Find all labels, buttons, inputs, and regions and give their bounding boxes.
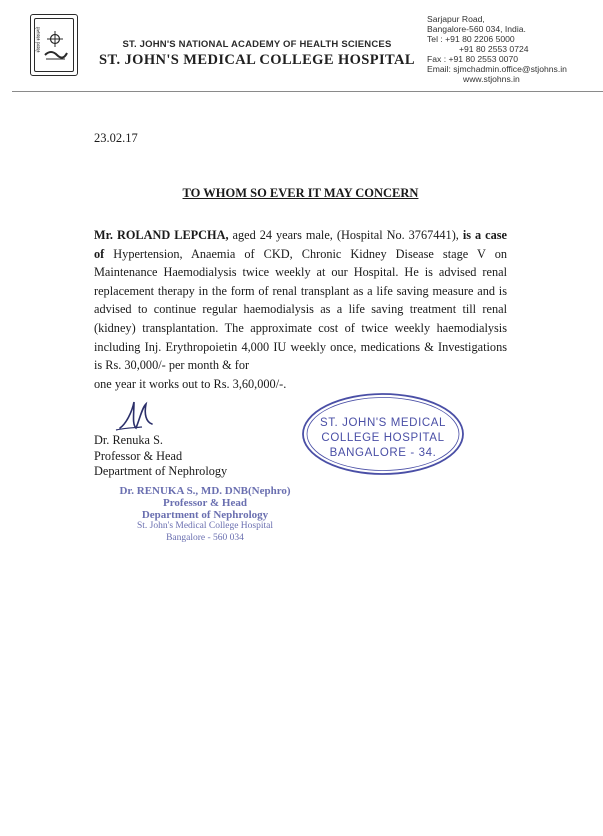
hospital-stamp-line-3: BANGALORE - 34. — [329, 447, 437, 459]
hospital-stamp-line-2: COLLEGE HOSPITAL — [321, 432, 445, 444]
address-line-1: Sarjapur Road, — [427, 14, 485, 24]
signatory-title: Professor & Head — [94, 448, 183, 463]
cost-summary: one year it works out to Rs. 3,60,000/-. — [94, 376, 287, 391]
case-of-text: is a case of — [94, 228, 507, 261]
website: www.stjohns.in — [463, 74, 520, 84]
hospital-logo — [30, 14, 78, 76]
doctor-stamp-department: Department of Nephrology — [141, 508, 269, 521]
hospital-stamp — [299, 416, 467, 461]
letter-date: 23.02.17 — [94, 131, 138, 145]
signatory-department: Department of Nephrology — [94, 464, 228, 478]
letter-subject: TO WHOM SO EVER IT MAY CONCERN — [182, 186, 419, 200]
signatory-block — [94, 433, 227, 480]
doctor-stamp-hospital: St. John's Medical College Hospital — [136, 521, 274, 532]
patient-details: aged 24 years male, (Hospital No. 3767441), — [228, 228, 463, 242]
doctor-stamp-title: Professor & Head — [163, 496, 247, 509]
doctor-stamp-city: Bangalore - 560 034 — [166, 533, 244, 544]
signature-icon — [112, 394, 162, 434]
diagnosis-text: Hypertension, Anaemia of CKD, Chronic Kidney Disease stage V on Maintenance Haemodialysis twice weekly at our Hospital. He is advised renal replacement therapy in the form of renal transplant as a life saving measure and is advised to continue regular haemodialysis as a life saving treatment till renal (kidney) transplantation. The approximate cost of twice weekly haemodialysis including Inj. Erythropoietin 4,000 IU weekly once, medications & Investigations is Rs. 30,000/- per month & for — [94, 246, 507, 373]
telephone-1: Tel : +91 80 2206 5000 — [427, 34, 515, 44]
doctor-stamp-name: Dr. RENUKA S., MD. DNB(Nephro) — [119, 485, 291, 497]
letter-body — [94, 226, 507, 393]
hospital-name: ST. JOHN'S MEDICAL COLLEGE HOSPITAL — [98, 52, 415, 68]
telephone-2: +91 80 2553 0724 — [459, 44, 529, 54]
address-line-2: Bangalore-560 034, India. — [427, 24, 526, 34]
header-divider — [12, 91, 603, 92]
email-address: Email: sjmchadmin.office@stjohns.in — [427, 64, 567, 74]
doctor-stamp — [100, 486, 310, 545]
contact-block — [427, 14, 597, 84]
logo-side-text: सेवार्थ संकल्पो — [36, 27, 42, 53]
fax-number: Fax : +91 80 2553 0070 — [427, 54, 519, 64]
patient-name: Mr. ROLAND LEPCHA, — [94, 228, 229, 242]
academy-name: ST. JOHN'S NATIONAL ACADEMY OF HEALTH SCIENCES — [122, 39, 392, 50]
hospital-stamp-line-1: ST. JOHN'S MEDICAL — [319, 417, 447, 429]
signatory-name: Dr. Renuka S. — [94, 433, 163, 447]
